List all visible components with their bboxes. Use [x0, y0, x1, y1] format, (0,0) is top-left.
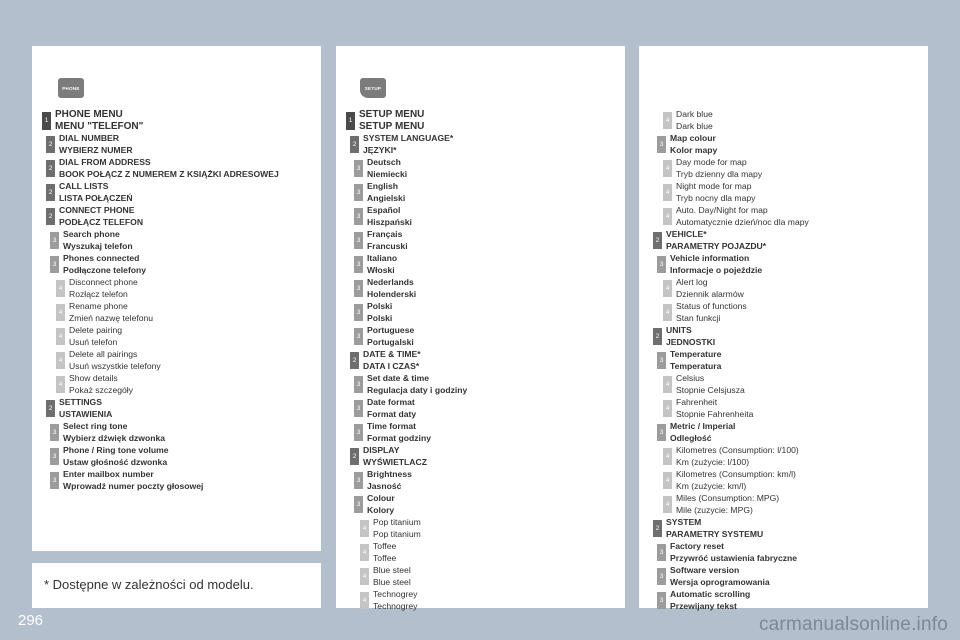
menu-entry-level-3: [657, 541, 797, 565]
menu-entry-level-3: [354, 493, 395, 517]
entry-label-en: Celsius: [676, 373, 705, 383]
entry-label-pl: Km (zużycie: l/100): [676, 456, 750, 467]
level-badge: 3: [50, 472, 59, 489]
menu-entry-level-4: [360, 517, 421, 541]
entry-label-pl: Blue steel: [373, 576, 411, 587]
entry-text: [367, 469, 412, 493]
entry-label-pl: Technogrey: [373, 600, 418, 611]
entry-text: [69, 277, 138, 301]
menu-entry-level-4: [663, 469, 796, 493]
level-badge: 3: [354, 160, 363, 177]
entry-label-pl: Dark blue: [676, 120, 713, 131]
level-badge: 2: [46, 208, 55, 225]
entry-label-en: Auto. Day/Night for map: [676, 205, 768, 215]
entry-label-en: Brightness: [367, 469, 412, 479]
level-badge: 4: [663, 448, 672, 465]
entry-label-pl: PODŁĄCZ TELEFON: [59, 216, 144, 227]
watermark-text: carmanualsonline.info: [758, 614, 948, 635]
entry-label-pl: Format daty: [367, 408, 417, 419]
level-badge: 3: [50, 256, 59, 273]
entry-text: [670, 541, 797, 565]
entry-label-pl: Stopnie Celsjusza: [676, 384, 745, 395]
entry-text: [676, 205, 809, 229]
entry-text: [666, 517, 763, 541]
entry-label-pl: Jasność: [367, 480, 402, 491]
entry-label-en: Español: [367, 205, 401, 215]
menu-entry-level-3: [354, 229, 408, 253]
menu-entry-level-3: [354, 469, 412, 493]
menu-entry-level-2: [350, 349, 421, 373]
level-badge: 4: [663, 160, 672, 177]
entry-text: [59, 133, 133, 157]
entry-text: [367, 421, 431, 445]
level-badge: 4: [663, 184, 672, 201]
entry-label-pl: Angielski: [367, 192, 406, 203]
entry-label-pl: Ustaw głośność dzwonka: [63, 456, 168, 467]
menu-entry-level-3: [354, 373, 467, 397]
level-badge: 2: [46, 400, 55, 417]
menu-entry-level-4: [56, 277, 138, 301]
entry-text: [670, 133, 717, 157]
level-badge: 3: [354, 496, 363, 513]
entry-label-en: Blue steel: [373, 565, 411, 575]
entry-label-en: Automatic scrolling: [670, 589, 751, 599]
entry-label-pl: Tryb nocny dla mapy: [676, 192, 756, 203]
entry-label-pl: Pop titanium: [373, 528, 421, 539]
menu-entry-level-2: [46, 181, 133, 205]
entry-label-pl: Podłączone telefony: [63, 264, 147, 275]
entry-text: [670, 421, 735, 445]
entry-label-pl: Pokaż szczegóły: [69, 384, 134, 395]
entry-label-en: Temperature: [670, 349, 722, 359]
entry-label-pl: Holenderski: [367, 288, 417, 299]
entry-label-en: Rename phone: [69, 301, 128, 311]
menu-entry-level-3: [354, 421, 431, 445]
level-badge: 4: [56, 304, 65, 321]
entry-label-en: Portuguese: [367, 325, 415, 335]
entry-text: [676, 181, 755, 205]
menu-entry-level-4: [360, 589, 417, 613]
entry-text: [367, 325, 414, 349]
entry-text: [676, 493, 779, 517]
entry-text: [367, 277, 416, 301]
menu-entry-level-1: [42, 109, 143, 132]
phone-button-icon: PHONE: [58, 78, 84, 98]
entry-label-pl: Portugalski: [367, 336, 414, 347]
entry-label-pl: Odległość: [670, 432, 712, 443]
entry-text: [676, 157, 762, 181]
menu-entry-level-2: [46, 205, 143, 229]
entry-label-en: Fahrenheit: [676, 397, 718, 407]
entry-label-en: Deutsch: [367, 157, 401, 167]
entry-label-en: SETTINGS: [59, 397, 102, 407]
entry-label-pl: DATA I CZAS*: [363, 360, 420, 371]
entry-label-en: SETUP MENU: [359, 109, 425, 120]
entry-text: [676, 469, 796, 493]
menu-entry-level-3: [657, 565, 770, 589]
level-badge: 3: [657, 352, 666, 369]
level-badge: 4: [56, 328, 65, 345]
level-badge: 3: [354, 376, 363, 393]
level-badge: 4: [663, 280, 672, 297]
menu-entry-level-2: [653, 229, 766, 253]
entry-label-en: Colour: [367, 493, 395, 503]
entry-label-en: Show details: [69, 373, 118, 383]
entry-label-en: Select ring tone: [63, 421, 128, 431]
entry-label-pl: Hiszpański: [367, 216, 412, 227]
entry-text: [69, 373, 133, 397]
level-badge: 4: [663, 496, 672, 513]
entry-label-pl: Wprowadź numer poczty głosowej: [63, 480, 204, 491]
entry-text: [363, 445, 427, 469]
entry-text: [670, 349, 721, 373]
menu-entry-level-2: [653, 325, 715, 349]
menu-entry-level-4: [56, 373, 133, 397]
entry-label-pl: WYŚWIETLACZ: [363, 456, 427, 467]
level-badge: 3: [354, 400, 363, 417]
level-badge: 2: [350, 352, 359, 369]
entry-label-en: Technogrey: [373, 589, 418, 599]
entry-text: [63, 229, 133, 253]
menu-entry-level-3: [657, 133, 717, 157]
entry-label-en: Delete pairing: [69, 325, 123, 335]
entry-text: [367, 205, 412, 229]
entry-label-pl: SETUP MENU: [359, 120, 425, 132]
menu-entry-level-3: [657, 421, 735, 445]
level-badge: 3: [354, 424, 363, 441]
entry-text: [367, 373, 467, 397]
entry-label-pl: WYBIERZ NUMER: [59, 144, 133, 155]
entry-label-en: CONNECT PHONE: [59, 205, 135, 215]
level-badge: 3: [354, 280, 363, 297]
entry-text: [367, 157, 407, 181]
level-badge: 4: [56, 376, 65, 393]
entry-label-pl: Zmień nazwę telefonu: [69, 312, 154, 323]
level-badge: 2: [350, 136, 359, 153]
level-badge: 3: [354, 232, 363, 249]
menu-entry-level-3: [354, 301, 392, 325]
entry-label-en: Phones connected: [63, 253, 140, 263]
entry-label-en: Delete all pairings: [69, 349, 138, 359]
entry-label-pl: LISTA POŁĄCZEŃ: [59, 192, 133, 203]
entry-label-en: Status of functions: [676, 301, 747, 311]
level-badge: 3: [657, 256, 666, 273]
level-badge: 3: [657, 424, 666, 441]
entry-text: [373, 517, 421, 541]
level-badge: 3: [354, 184, 363, 201]
menu-entry-level-4: [663, 373, 745, 397]
menu-entry-level-4: [360, 541, 396, 565]
entry-label-en: Vehicle information: [670, 253, 750, 263]
entry-text: [55, 109, 143, 132]
menu-entry-level-3: [50, 421, 165, 445]
entry-text: [666, 229, 766, 253]
entry-text: [59, 397, 112, 421]
level-badge: 2: [653, 328, 662, 345]
menu-entry-level-4: [663, 181, 755, 205]
entry-label-pl: Przywróć ustawienia fabryczne: [670, 552, 798, 563]
level-badge: 4: [56, 280, 65, 297]
entry-label-pl: Informacje o pojeździe: [670, 264, 763, 275]
menu-entry-level-4: [56, 325, 122, 349]
level-badge: 3: [354, 472, 363, 489]
entry-label-pl: Toffee: [373, 552, 397, 563]
entry-label-pl: Km (zużycie: km/l): [676, 480, 747, 491]
entry-label-en: Disconnect phone: [69, 277, 138, 287]
entry-label-pl: Temperatura: [670, 360, 722, 371]
entry-text: [367, 229, 408, 253]
entry-text: [363, 349, 421, 373]
entry-label-pl: Tryb dzienny dla mapy: [676, 168, 763, 179]
entry-text: [670, 565, 770, 589]
entry-text: [63, 469, 203, 493]
menu-entry-level-2: [46, 157, 279, 181]
entry-label-en: CALL LISTS: [59, 181, 109, 191]
level-badge: 3: [657, 592, 666, 609]
level-badge: 3: [50, 424, 59, 441]
entry-text: [59, 181, 133, 205]
entry-label-pl: JĘZYKI*: [363, 144, 397, 155]
menu-entry-level-4: [663, 157, 762, 181]
entry-label-en: Toffee: [373, 541, 397, 551]
entry-text: [676, 277, 744, 301]
entry-label-pl: BOOK POŁĄCZ Z NUMEREM Z KSIĄŻKI ADRESOWEJ: [59, 168, 279, 179]
entry-label-en: Kilometres (Consumption: km/l): [676, 469, 796, 479]
entry-label-en: Metric / Imperial: [670, 421, 736, 431]
menu-entry-level-3: [354, 277, 416, 301]
entry-label-pl: Format godziny: [367, 432, 431, 443]
entry-label-pl: Włoski: [367, 264, 395, 275]
level-badge: 2: [46, 160, 55, 177]
entry-label-en: Nederlands: [367, 277, 414, 287]
menu-entry-level-4: [360, 565, 411, 589]
level-badge: 4: [360, 592, 369, 609]
entry-label-pl: Automatycznie dzień/noc dla mapy: [676, 216, 809, 227]
entry-label-pl: Niemiecki: [367, 168, 408, 179]
level-badge: 4: [56, 352, 65, 369]
entry-text: [373, 565, 411, 589]
entry-text: [69, 325, 122, 349]
entry-label-pl: Wersja oprogramowania: [670, 576, 770, 587]
level-badge: 4: [663, 472, 672, 489]
entry-label-en: VEHICLE*: [666, 229, 707, 239]
entry-label-en: Factory reset: [670, 541, 724, 551]
footnote-box: [32, 563, 321, 608]
entry-text: [676, 373, 745, 397]
entry-label-pl: Przewijany tekst: [670, 600, 737, 611]
menu-entry-level-2: [350, 133, 453, 157]
level-badge: 4: [663, 304, 672, 321]
entry-label-en: Night mode for map: [676, 181, 752, 191]
level-badge: 3: [354, 328, 363, 345]
entry-label-en: DATE & TIME*: [363, 349, 421, 359]
entry-label-en: Alert log: [676, 277, 708, 287]
entry-label-pl: Usuń wszystkie telefony: [69, 360, 161, 371]
footnote-text: * Dostępne w zależności od modelu.: [44, 577, 254, 592]
entry-label-en: SYSTEM: [666, 517, 702, 527]
menu-entry-level-4: [663, 301, 747, 325]
level-badge: 3: [50, 448, 59, 465]
entry-text: [367, 253, 397, 277]
entry-text: [367, 181, 405, 205]
entry-label-pl: USTAWIENIA: [59, 408, 113, 419]
level-badge: 2: [653, 520, 662, 537]
menu-entry-level-2: [46, 133, 133, 157]
menu-entry-level-3: [354, 325, 414, 349]
level-badge: 3: [657, 136, 666, 153]
entry-text: [59, 157, 279, 181]
menu-entry-level-4: [663, 445, 799, 469]
level-badge: 4: [360, 568, 369, 585]
menu-entry-level-3: [354, 397, 416, 421]
menu-entry-level-3: [354, 157, 407, 181]
entry-label-en: DIAL NUMBER: [59, 133, 119, 143]
page-number: 296: [18, 612, 44, 629]
entry-label-en: Miles (Consumption: MPG): [676, 493, 780, 503]
entry-label-en: DIAL FROM ADDRESS: [59, 157, 151, 167]
entry-label-pl: Stan funkcji: [676, 312, 721, 323]
entry-label-pl: PARAMETRY SYSTEMU: [666, 528, 764, 539]
level-badge: 2: [46, 184, 55, 201]
entry-text: [367, 397, 416, 421]
menu-entry-level-3: [354, 205, 412, 229]
entry-label-en: Search phone: [63, 229, 120, 239]
entry-text: [69, 349, 161, 373]
entry-label-pl: Dziennik alarmów: [676, 288, 744, 299]
menu-entry-level-3: [50, 445, 169, 469]
entry-text: [373, 589, 417, 613]
entry-label-pl: Usuń telefon: [69, 336, 118, 347]
entry-label-pl: Wyszukaj telefon: [63, 240, 133, 251]
entry-label-en: Français: [367, 229, 403, 239]
menu-entry-level-2: [46, 397, 112, 421]
entry-label-en: Set date & time: [367, 373, 430, 383]
level-badge: 4: [663, 208, 672, 225]
level-badge: 2: [653, 232, 662, 249]
menu-entry-level-4: [663, 109, 713, 133]
entry-text: [670, 589, 750, 613]
entry-label-pl: Francuski: [367, 240, 408, 251]
entry-text: [363, 133, 453, 157]
menu-entry-level-4: [663, 277, 744, 301]
menu-entry-level-2: [350, 445, 427, 469]
entry-text: [359, 109, 424, 132]
menu-entry-level-3: [50, 229, 133, 253]
level-badge: 3: [354, 256, 363, 273]
entry-label-en: English: [367, 181, 399, 191]
level-badge: 1: [42, 112, 51, 130]
entry-label-pl: Polski: [367, 312, 393, 323]
level-badge: 4: [360, 520, 369, 537]
entry-text: [670, 253, 762, 277]
entry-label-en: Date format: [367, 397, 415, 407]
entry-label-en: DISPLAY: [363, 445, 400, 455]
menu-entry-level-3: [50, 253, 146, 277]
entry-label-pl: PARAMETRY POJAZDU*: [666, 240, 767, 251]
entry-label-en: Dark blue: [676, 109, 713, 119]
entry-label-en: Map colour: [670, 133, 716, 143]
level-badge: 4: [663, 400, 672, 417]
menu-entry-level-3: [657, 349, 721, 373]
level-badge: 3: [657, 568, 666, 585]
level-badge: 3: [50, 232, 59, 249]
level-badge: 1: [346, 112, 355, 130]
entry-label-pl: Kolory: [367, 504, 395, 515]
entry-label-en: Time format: [367, 421, 417, 431]
entry-label-pl: Regulacja daty i godziny: [367, 384, 468, 395]
entry-text: [367, 301, 392, 325]
entry-label-en: Italiano: [367, 253, 398, 263]
menu-entry-level-3: [657, 589, 750, 613]
entry-text: [63, 445, 169, 469]
entry-label-pl: Wybierz dźwięk dzwonka: [63, 432, 166, 443]
level-badge: 3: [354, 304, 363, 321]
level-badge: 4: [663, 376, 672, 393]
entry-label-en: Day mode for map: [676, 157, 747, 167]
menu-entry-level-4: [56, 301, 153, 325]
entry-text: [367, 493, 395, 517]
entry-label-pl: Kolor mapy: [670, 144, 718, 155]
entry-label-en: Enter mailbox number: [63, 469, 154, 479]
menu-entry-level-4: [663, 493, 779, 517]
entry-text: [676, 445, 799, 469]
menu-entry-level-4: [56, 349, 161, 373]
entry-label-en: Phone / Ring tone volume: [63, 445, 169, 455]
menu-entry-level-3: [657, 253, 762, 277]
entry-label-en: PHONE MENU: [55, 109, 123, 120]
entry-text: [63, 421, 165, 445]
entry-label-en: Kilometres (Consumption: l/100): [676, 445, 799, 455]
setup-button-icon: SETUP: [360, 78, 386, 98]
entry-text: [373, 541, 396, 565]
entry-label-en: SYSTEM LANGUAGE*: [363, 133, 454, 143]
level-badge: 3: [657, 544, 666, 561]
entry-label-en: Polski: [367, 301, 393, 311]
level-badge: 2: [46, 136, 55, 153]
menu-entry-level-3: [354, 253, 397, 277]
level-badge: 2: [350, 448, 359, 465]
entry-label-pl: JEDNOSTKI: [666, 336, 716, 347]
entry-label-en: UNITS: [666, 325, 692, 335]
entry-label-pl: Stopnie Fahrenheita: [676, 408, 754, 419]
entry-text: [666, 325, 715, 349]
level-badge: 3: [354, 208, 363, 225]
menu-entry-level-4: [663, 205, 809, 229]
entry-text: [63, 253, 146, 277]
entry-label-pl: Mile (zuzycie: MPG): [676, 504, 753, 515]
level-badge: 4: [663, 112, 672, 129]
menu-entry-level-4: [663, 397, 753, 421]
menu-entry-level-2: [653, 517, 763, 541]
entry-text: [676, 109, 713, 133]
menu-entry-level-3: [354, 181, 405, 205]
entry-text: [676, 301, 747, 325]
entry-text: [59, 205, 143, 229]
menu-entry-level-1: [346, 109, 424, 132]
entry-text: [69, 301, 153, 325]
entry-text: [676, 397, 753, 421]
entry-label-pl: Rozłącz telefon: [69, 288, 128, 299]
entry-label-pl: MENU "TELEFON": [55, 120, 144, 132]
entry-label-en: Pop titanium: [373, 517, 421, 527]
entry-label-en: Software version: [670, 565, 740, 575]
level-badge: 4: [360, 544, 369, 561]
menu-entry-level-3: [50, 469, 203, 493]
